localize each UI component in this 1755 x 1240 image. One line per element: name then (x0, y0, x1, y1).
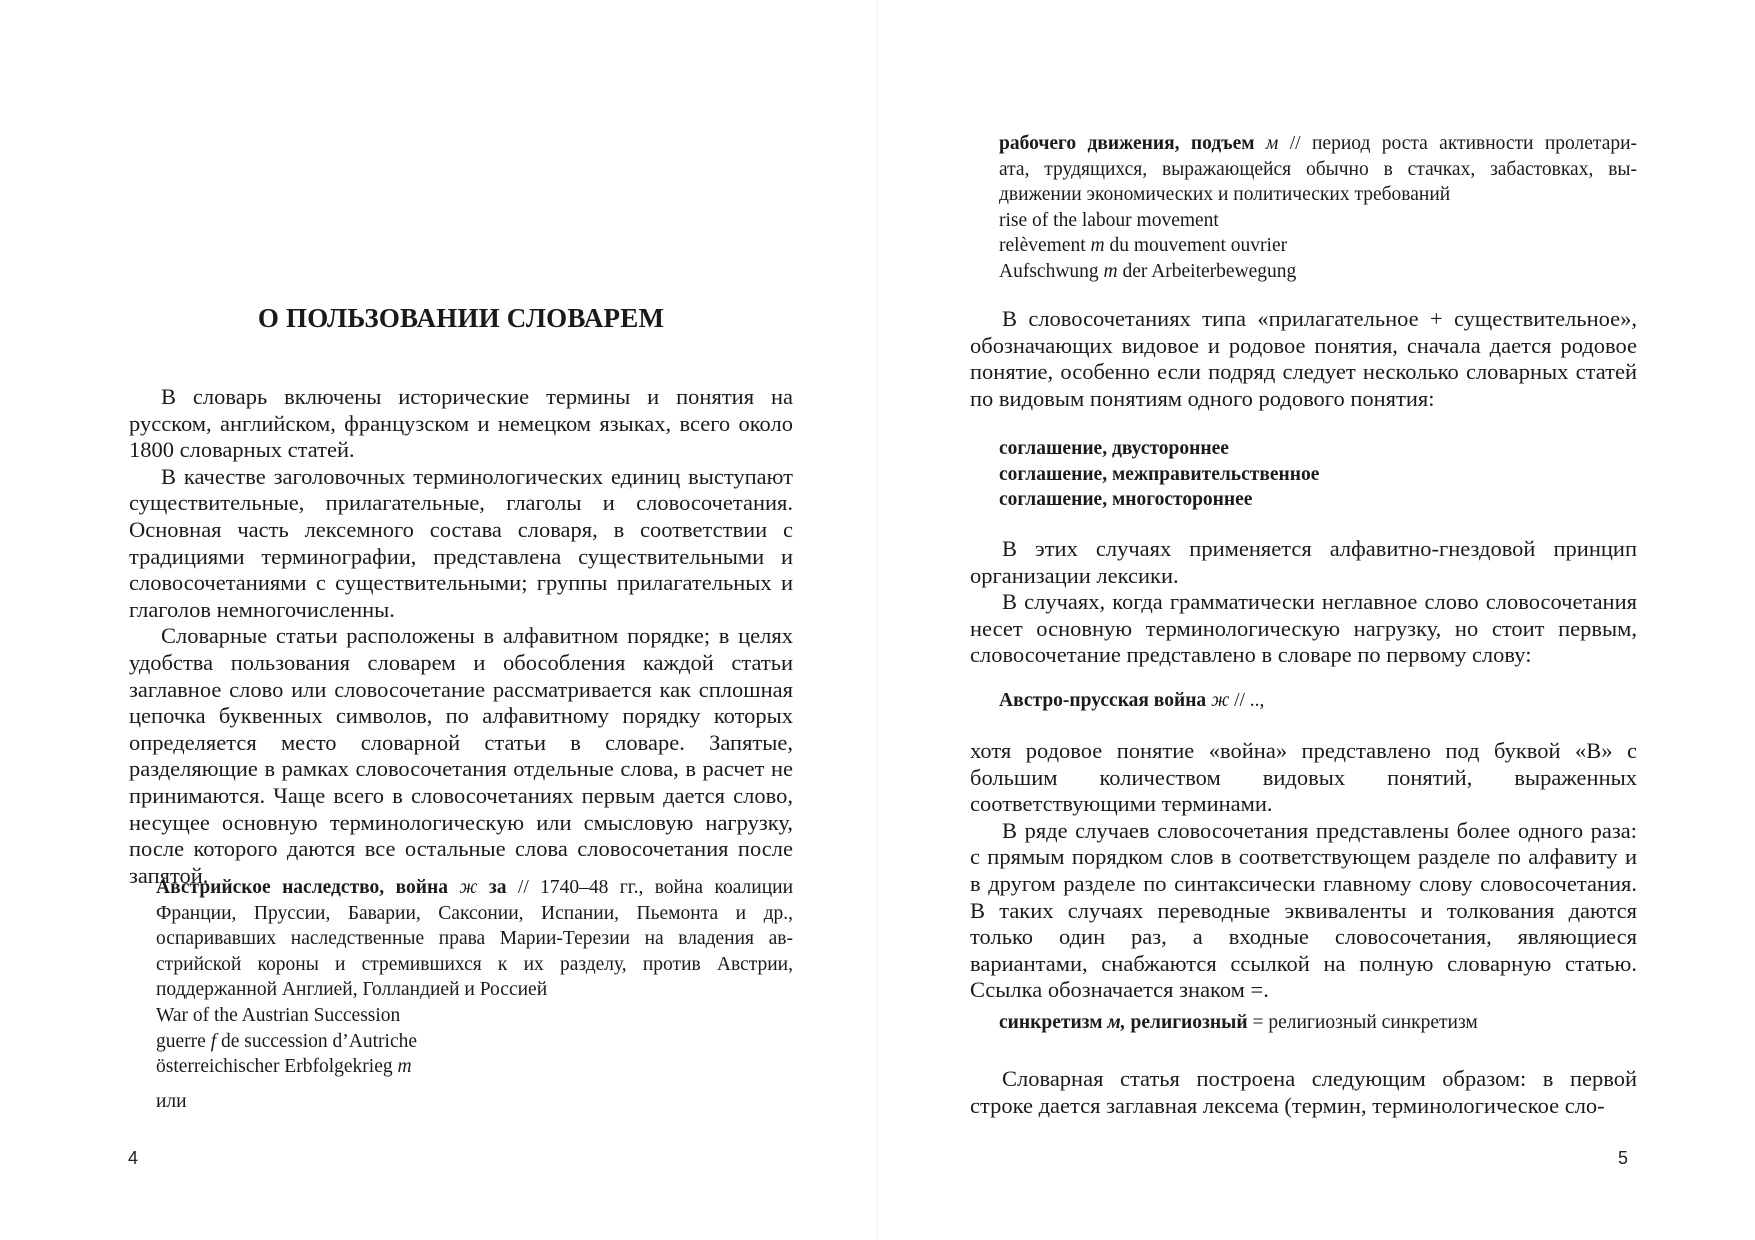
paragraph: В ряде случаев словосочетания представлены более одного раза: с прямым порядком слов в соответствующем разделе по алфавиту и в другом разделе по синтаксически главному слову словосочетания. В таких случаях переводные эквиваленты и толкования даются только один раз, а входные словосочетания, являющиеся вариантами, снабжаются ссылкой на полную словарную статью. Ссылка обозначается знаком =. (970, 817, 1637, 1003)
list-item: соглашение, двустороннее (999, 438, 1229, 459)
entry-line: Франции, Пруссии, Баварии, Саксонии, Испании, Пьемонта и др., (156, 902, 793, 924)
entry-line (156, 875, 793, 901)
entry-line (999, 131, 1637, 157)
entry-line (999, 688, 1637, 714)
example-entry-list (999, 436, 1637, 513)
entry-gender: м, (1107, 1012, 1126, 1033)
entry-headword: Австрийское наследство, война (156, 877, 448, 898)
entry-english: War of the Austrian Succession (156, 1004, 401, 1026)
entry-definition: // период роста активности пролетари- (1289, 133, 1638, 154)
text-block (970, 536, 1637, 669)
example-entry-labour-movement (999, 131, 1637, 285)
entry-gender: ж (459, 877, 478, 898)
paragraph: хотя родовое понятие «война» представлено под буквой «В» с большим количеством видовых понятий, выраженных соответствующими терминами. (970, 738, 1637, 817)
intro-text (129, 384, 793, 889)
entry-headword: синкретизм (999, 1012, 1103, 1033)
entry-french: relèvement m du mouvement ouvrier (999, 235, 1288, 257)
entry-english: rise of the labour movement (999, 209, 1219, 231)
entry-line (999, 1010, 1637, 1036)
text-block (970, 1066, 1637, 1119)
entry-gender: f (210, 1030, 217, 1052)
entry-headword: религиозный (1130, 1012, 1248, 1033)
paragraph: В словарь включены исторические термины и понятия на русском, английском, французском и немецком языках, всего около 1800 словарных статей. (129, 384, 793, 463)
or-word: или (156, 1091, 187, 1112)
paragraph: Словарная статья построена следующим образом: в первой строке дается заглавная лексема (термин, терминологическое сло- (970, 1066, 1637, 1118)
entry-headword: рабочего движения, подъем (999, 133, 1255, 154)
paragraph: В словосочетаниях типа «прилагательное + существительное», обозначающих видовое и родовое понятия, сначала дается родовое понятие, особенно если подряд следует несколько словарных статей по видовым понятиям одного родового понятия: (970, 306, 1637, 411)
paragraph: В качестве заголовочных терминологических единиц выступают существительные, прилагательные, глаголы и словосочетания. Основная часть лексемного состава словаря, в соответствии с традициями терминографии, представлена существительными и словосочетаниями с существительными; группы прилагательных и глаголов немногочисленны. (129, 463, 793, 622)
entry-german: Aufschwung m der Arbeiterbewegung (999, 260, 1297, 282)
paragraph: В этих случаях применяется алфавитно-гнездовой принцип организации лексики. (970, 536, 1637, 588)
entry-gender: m (397, 1056, 412, 1078)
entry-definition: // .., (1234, 690, 1265, 711)
entry-headword: Австро-прусская война (999, 690, 1207, 711)
right-page (878, 0, 1755, 1240)
entry-definition: // 1740–48 гг., война коалиции (517, 877, 794, 898)
entry-line: оспаривавших наследственные права Марии-Терезии на владения ав- (156, 928, 793, 950)
text-block (970, 306, 1637, 412)
example-entry-austro-prussian (999, 688, 1637, 714)
entry-line: стрийской короны и стремившихся к их разделу, против Австрии, (156, 953, 793, 975)
entry-gender: ж (1211, 690, 1230, 711)
entry-gender: м (1265, 133, 1279, 154)
left-page (0, 0, 877, 1240)
text-block (970, 738, 1637, 1004)
page-title: О ПОЛЬЗОВАНИИ СЛОВАРЕМ (257, 303, 665, 333)
entry-headword-suffix: за (488, 877, 507, 898)
entry-french: guerre f de succession d’Autriche (156, 1030, 418, 1052)
page-number: 4 (128, 1148, 139, 1168)
paragraph: В случаях, когда грамматически неглавное слово словосочетания несет основную терминологическую нагрузку, но стоит первым, словосочетание представлено в словаре по первому слову: (970, 589, 1637, 668)
entry-line: движении экономических и политических требований (999, 184, 1451, 206)
list-item: соглашение, межправительственное (999, 463, 1320, 485)
list-item: соглашение, многостороннее (999, 489, 1253, 511)
entry-line: ата, трудящихся, выражающейся обычно в стачках, забастовках, вы- (999, 158, 1637, 180)
example-entry-syncretism (999, 1010, 1637, 1036)
entry-german: österreichischer Erbfolgekrieg m (156, 1056, 412, 1078)
page-number: 5 (1618, 1148, 1629, 1168)
paragraph: Словарные статьи расположены в алфавитном порядке; в целях удобства пользования словарем и обособления каждой статьи заглавное слово или словосочетание рассматривается как сплошная цепочка буквенных символов, по алфавитному порядку которых определяется место словарной статьи в словаре. Запятые, разделяющие в рамках словосочетания отдельные слова, в расчет не принимаются. Чаще всего в словосочетаниях первым дается слово, несущее основную терминологическую или смысловую нагрузку, после которого даются все остальные слова словосочетания после запятой. (129, 623, 793, 888)
entry-line: поддержанной Англией, Голландией и Россией (156, 979, 548, 1001)
entry-gender: m (1103, 260, 1118, 282)
entry-reference: = религиозный синкретизм (1252, 1012, 1478, 1033)
entry-gender: m (1090, 235, 1105, 257)
example-entry-austrian-succession (156, 875, 793, 1080)
